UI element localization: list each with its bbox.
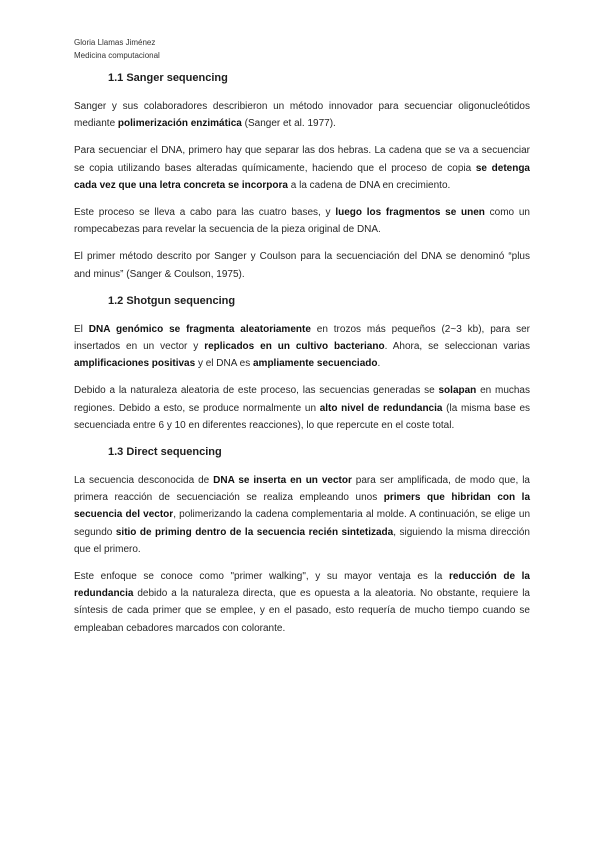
text-run: Este enfoque se conoce como "primer walking", y su mayor ventaja es la: [74, 571, 449, 583]
bold-text: se detenga cada vez que una letra concreta se incorpora: [74, 162, 530, 191]
text-run: Debido a la naturaleza aleatoria de este proceso, las secuencias generadas se: [74, 385, 439, 397]
text-run: en muchas regiones. Debido a esto, se produce normalmente un: [74, 385, 530, 414]
text-run: para ser amplificada, de modo que, la primera reacción de secuenciación se realiza empleando unos: [74, 475, 530, 504]
paragraph: [74, 382, 530, 434]
bold-text: solapan: [438, 385, 477, 397]
author-name: Gloria Llamas Jiménez: [74, 38, 156, 47]
bold-text: polimerización enzimática: [117, 118, 242, 130]
text-run: debido a la naturaleza directa, que es opuesta a la aleatoria. No obstante, requiere la síntesis de cada primer que se emplee, y en el pasado, esto requería de mucho tiempo cuando se empleaban cebadores marcados con colorante.: [74, 588, 530, 634]
course-name: Medicina computacional: [74, 51, 160, 60]
text-run: Este proceso se lleva a cabo para las cuatro bases, y: [74, 207, 336, 219]
section-heading: 1.3 Direct sequencing: [108, 446, 222, 459]
bold-text: sitio de priming dentro de la secuencia recién sintetizada: [115, 526, 394, 538]
page-header: [74, 36, 160, 62]
paragraph: [74, 142, 530, 194]
text-run: El: [74, 323, 89, 335]
section-heading: 1.1 Sanger sequencing: [108, 72, 228, 84]
text-run: .: [377, 358, 381, 370]
paragraph: [74, 321, 530, 373]
bold-text: ampliamente secuenciado: [252, 358, 378, 370]
document-body: [74, 70, 530, 647]
paragraph: [74, 248, 530, 282]
text-run: Sanger y sus colaboradores describieron un método innovador para secuenciar oligonucleótidos mediante: [74, 101, 530, 130]
paragraph: [74, 472, 530, 558]
text-run: en trozos más pequeños (2~3 kb), para ser insertados en un vector y: [74, 323, 530, 353]
bold-text: replicados en un cultivo bacteriano: [204, 341, 385, 353]
text-run: como un rompecabezas para revelar la secuencia de la pieza original de DNA.: [74, 207, 530, 236]
section-heading: 1.2 Shotgun sequencing: [108, 294, 236, 307]
text-run: Para secuenciar el DNA, primero hay que separar las dos hebras. La cadena que se va a secuenciar se copia utilizando bases alteradas químicamente, haciendo que el proceso de copia: [74, 145, 530, 174]
paragraph: [74, 568, 530, 637]
text-run: . Ahora, se seleccionan varias: [384, 341, 530, 353]
bold-text: amplificaciones positivas: [74, 358, 196, 370]
bold-text: luego los fragmentos se unen: [335, 207, 485, 219]
text-run: La secuencia desconocida de: [74, 475, 214, 487]
paragraph: [74, 204, 530, 238]
bold-text: primers que hibridan con la secuencia del vector: [74, 492, 531, 521]
text-run: y el DNA es: [195, 358, 253, 370]
bold-text: DNA se inserta en un vector: [213, 475, 352, 487]
text-run: El primer método descrito por Sanger y Coulson para la secuenciación del DNA se denominó “plus and minus” (Sanger & Coulson, 1975).: [74, 251, 530, 280]
bold-text: reducción de la redundancia: [74, 571, 530, 600]
text-run: a la cadena de DNA en crecimiento.: [287, 179, 451, 191]
text-run: (la misma base es secuenciada entre 6 y 10 en diferentes reacciones), lo que repercute en el coste total.: [74, 402, 531, 431]
text-run: (Sanger et al. 1977).: [241, 118, 336, 130]
text-run: , siguiendo la misma dirección que el primero.: [74, 526, 530, 555]
bold-text: DNA genómico se fragmenta aleatoriamente: [88, 323, 311, 335]
text-run: , polimerizando la cadena complementaria al molde. A continuación, se elige un segundo: [74, 509, 531, 538]
bold-text: alto nivel de redundancia: [319, 402, 443, 414]
paragraph: [74, 98, 530, 132]
